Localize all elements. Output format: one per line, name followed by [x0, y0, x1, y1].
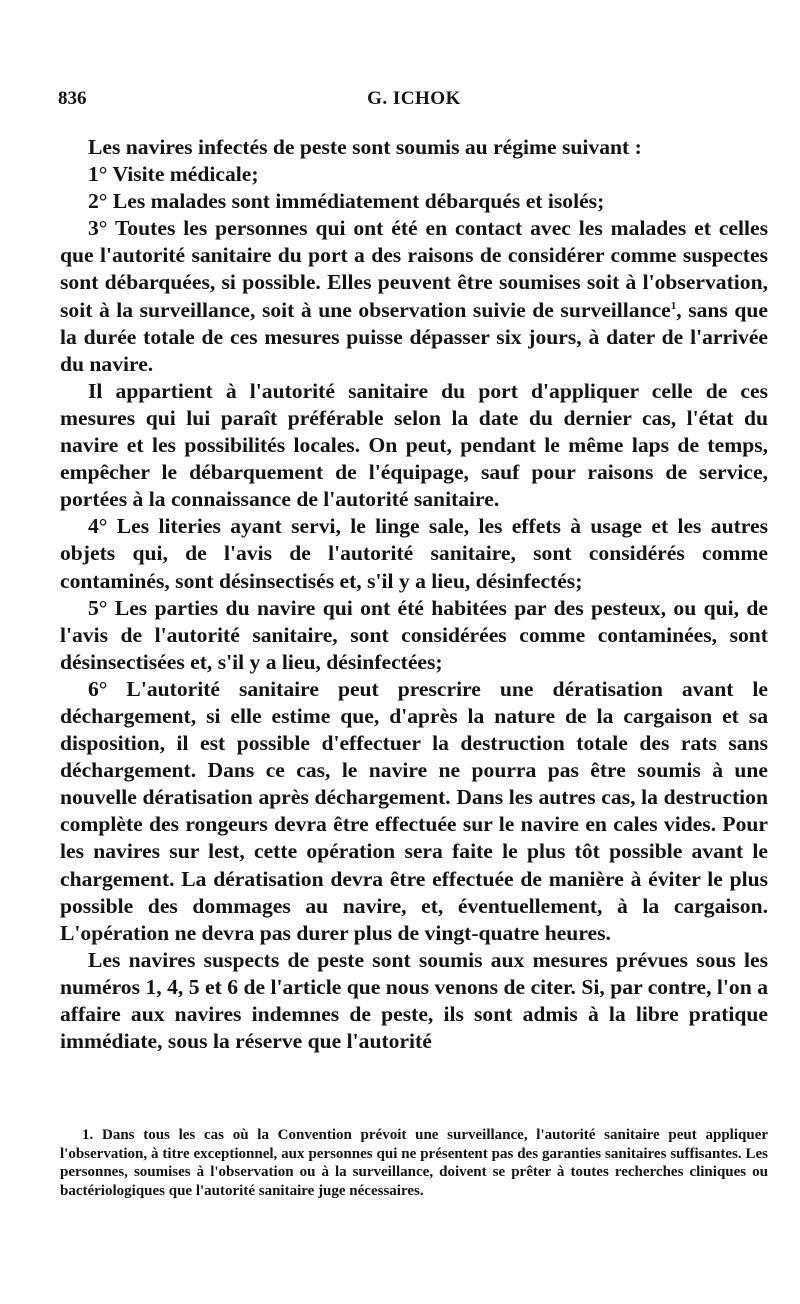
footnote	[60, 1126, 768, 1200]
running-head-author: G. ICHOK	[367, 88, 461, 109]
book-page	[58, 0, 770, 1304]
paragraph: 1° Visite médicale;	[88, 162, 259, 187]
footnote-text: Dans tous les cas où la Convention prévoit une surveillance, l'autorité sanitaire peut appliquer l'observation, à titre exceptionnel, aux personnes qui ne présentent pas des garanties sanitaires suffisantes. Les personnes, soumises à l'observation ou à la surveillance, doivent se prêter à toutes recherches cliniques ou bactériologiques que l'autorité sanitaire juge nécessaires.	[60, 1127, 769, 1199]
paragraph-text: , sans que la durée totale de ces mesures puisse dépasser six jours, à dater de l'arrivée du navire.	[60, 297, 768, 376]
paragraph: 2° Les malades sont immédiatement débarqués et isolés;	[88, 189, 605, 214]
paragraph-text: 3° Toutes les personnes qui ont été en contact avec les malades et celles que l'autorité sanitaire du port a des raisons de considérer comme suspectes sont débarquées, si possible. Elles peuvent être soumises soit à l'observation, soit à la surveillance, soit à une observation suivie de surveillance	[60, 216, 768, 322]
body-text	[60, 134, 768, 1055]
page-number: 836	[58, 88, 87, 109]
paragraph	[60, 215, 768, 378]
paragraph: Il appartient à l'autorité sanitaire du port d'appliquer celle de ces mesures qui lui paraît préférable selon la date du dernier cas, l'état du navire et les possibilités locales. On peut, pendant le même laps de temps, empêcher le débarquement de l'équipage, sauf pour raisons de service, portées à la connaissance de l'autorité sanitaire.	[60, 378, 768, 512]
paragraph: 5° Les parties du navire qui ont été habitées par des pesteux, ou qui, de l'avis de l'autorité sanitaire, sont considérées comme contaminées, sont désinsectisées et, s'il y a lieu, désinfectées;	[60, 595, 768, 674]
footnote-number: 1.	[82, 1127, 94, 1143]
paragraph: Les navires suspects de peste sont soumis aux mesures prévues sous les numéros 1, 4, 5 et 6 de l'article que nous venons de citer. Si, par contre, l'on a affaire aux navires indemnes de peste, ils sont admis à la libre pratique immédiate, sous la réserve que l'autorité	[60, 947, 768, 1054]
running-head	[58, 88, 770, 116]
footnote-paragraph	[60, 1126, 768, 1200]
paragraph: Les navires infectés de peste sont soumis au régime suivant :	[88, 135, 642, 159]
footnote-reference[interactable]: 1	[670, 299, 677, 312]
paragraph: 6° L'autorité sanitaire peut prescrire une dératisation avant le déchargement, si elle estime que, d'après la nature de la cargaison et sa disposition, il est possible d'effectuer la destruction totale des rats sans déchargement. Dans ce cas, le navire ne pourra pas être soumis à une nouvelle dératisation après déchargement. Dans les autres cas, la destruction complète des rongeurs devra être effectuée sur le navire en cales vides. Pour les navires sur lest, cette opération sera faite le plus tôt possible avant le chargement. La dératisation devra être effectuée de manière à éviter le plus possible des dommages au navire, et, éventuellement, à la cargaison. L'opération ne devra pas durer plus de vingt-quatre heures.	[60, 676, 768, 945]
paragraph: 4° Les literies ayant servi, le linge sale, les effets à usage et les autres objets qui, de l'avis de l'autorité sanitaire, sont considérés comme contaminés, sont désinsectisés et, s'il y a lieu, désinfectés;	[60, 514, 768, 593]
